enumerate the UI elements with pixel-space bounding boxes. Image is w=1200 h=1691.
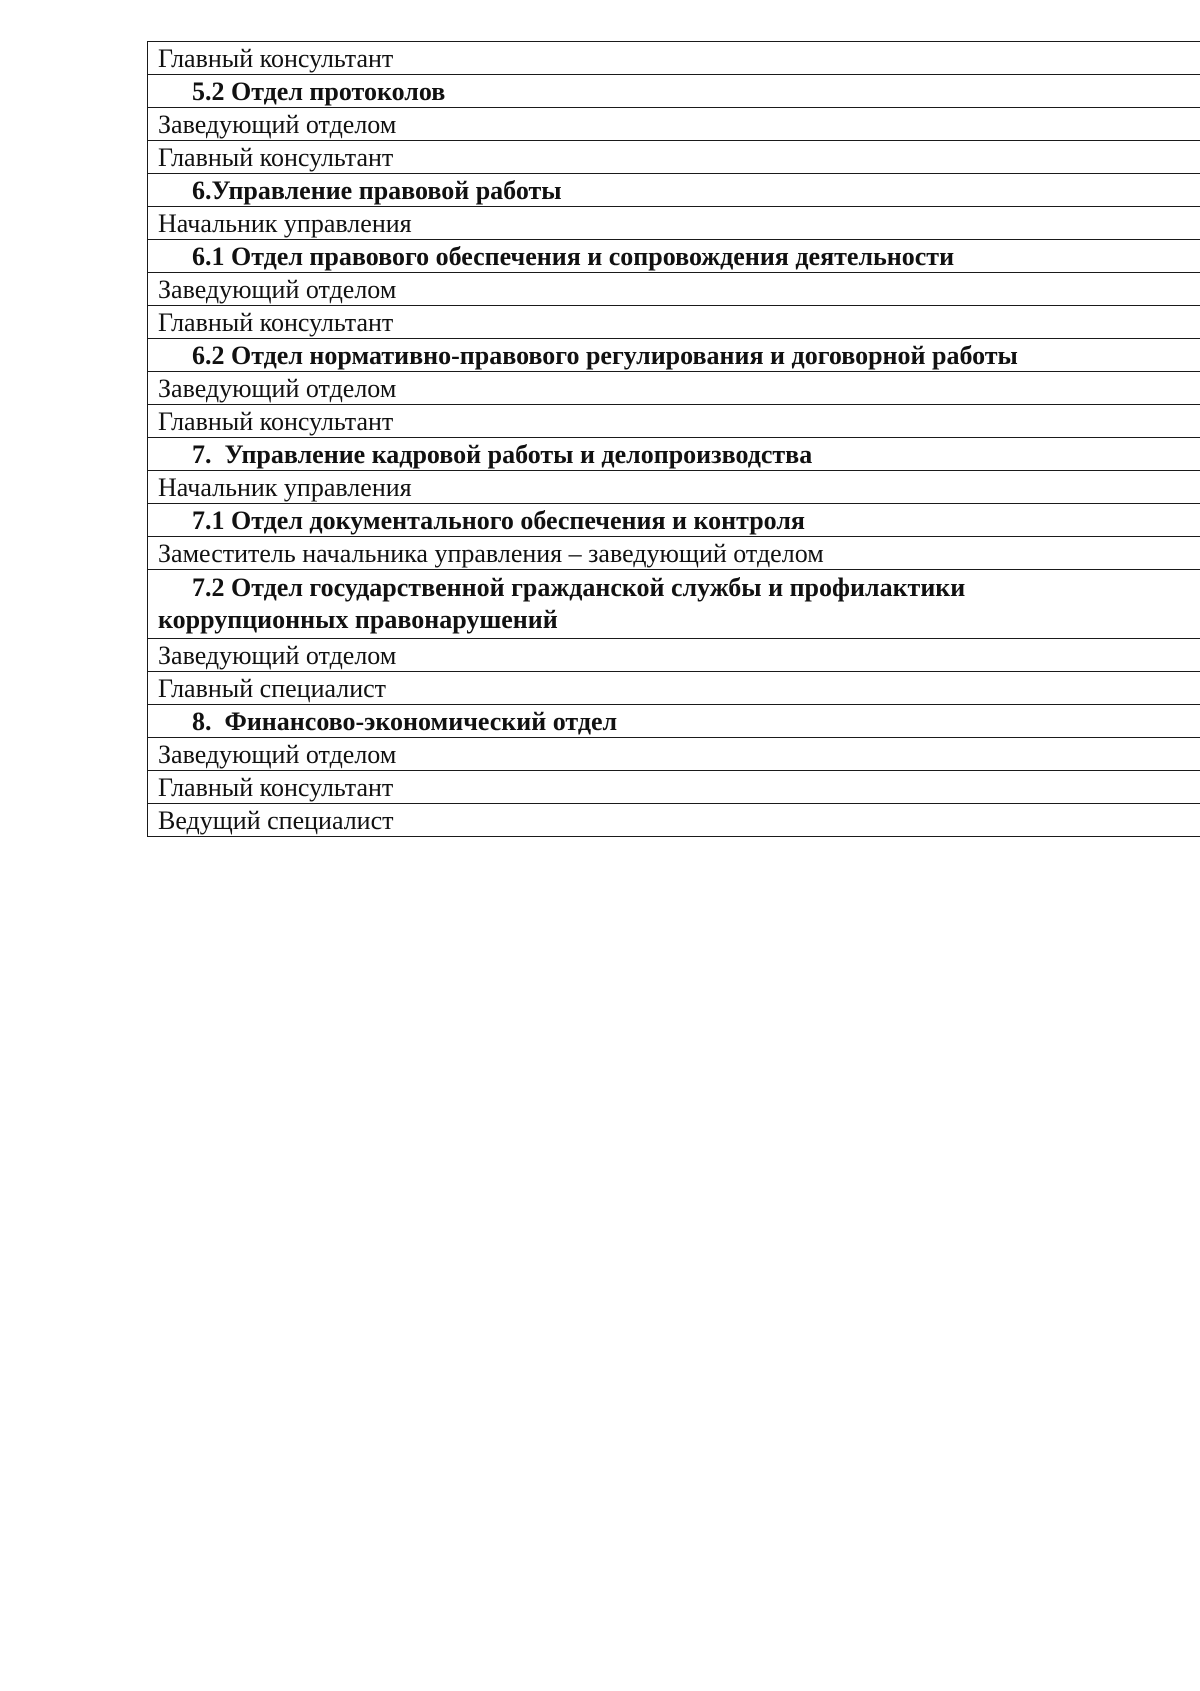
position-cell: Ведущий специалист [148, 804, 1200, 837]
table-row [148, 339, 1200, 372]
position-cell: Главный консультант [148, 771, 1200, 804]
position-cell: Главный специалист [148, 672, 1200, 705]
table-row [148, 705, 1200, 738]
table-row [148, 207, 1200, 240]
section-heading-cell: 6.2 Отдел нормативно-правового регулирования и договорной работы [148, 339, 1200, 372]
table-row [148, 471, 1200, 504]
position-cell: Заведующий отделом [148, 372, 1200, 405]
staff-positions-table [147, 41, 1200, 837]
section-heading-cell: 6.Управление правовой работы [148, 174, 1200, 207]
position-cell: Главный консультант [148, 141, 1200, 174]
section-heading-cell: 7. Управление кадровой работы и делопроизводства [148, 438, 1200, 471]
section-heading-cell [148, 570, 1200, 639]
position-cell: Заведующий отделом [148, 108, 1200, 141]
table-row [148, 42, 1200, 75]
table-row [148, 306, 1200, 339]
section-heading-line: коррупционных правонарушений [158, 605, 558, 634]
table-row [148, 504, 1200, 537]
table-row [148, 141, 1200, 174]
position-cell: Начальник управления [148, 471, 1200, 504]
table-row [148, 174, 1200, 207]
table-row [148, 570, 1200, 639]
table-row [148, 639, 1200, 672]
table-row [148, 75, 1200, 108]
position-cell: Главный консультант [148, 405, 1200, 438]
position-cell: Главный консультант [148, 306, 1200, 339]
table-row [148, 405, 1200, 438]
position-cell: Заведующий отделом [148, 738, 1200, 771]
table-row [148, 240, 1200, 273]
table-row [148, 372, 1200, 405]
table-row [148, 771, 1200, 804]
section-heading-line: 7.2 Отдел государственной гражданской службы и профилактики [192, 573, 966, 602]
table-row [148, 672, 1200, 705]
table-row [148, 804, 1200, 837]
position-cell: Главный консультант [148, 42, 1200, 75]
table-row [148, 108, 1200, 141]
table-row [148, 738, 1200, 771]
position-cell: Заведующий отделом [148, 639, 1200, 672]
section-heading-cell: 7.1 Отдел документального обеспечения и контроля [148, 504, 1200, 537]
position-cell: Заместитель начальника управления – заведующий отделом [148, 537, 1200, 570]
table-row [148, 273, 1200, 306]
position-cell: Начальник управления [148, 207, 1200, 240]
table-row [148, 537, 1200, 570]
section-heading-cell: 6.1 Отдел правового обеспечения и сопровождения деятельности [148, 240, 1200, 273]
section-heading-cell: 5.2 Отдел протоколов [148, 75, 1200, 108]
section-heading-cell: 8. Финансово-экономический отдел [148, 705, 1200, 738]
position-cell: Заведующий отделом [148, 273, 1200, 306]
table-row [148, 438, 1200, 471]
